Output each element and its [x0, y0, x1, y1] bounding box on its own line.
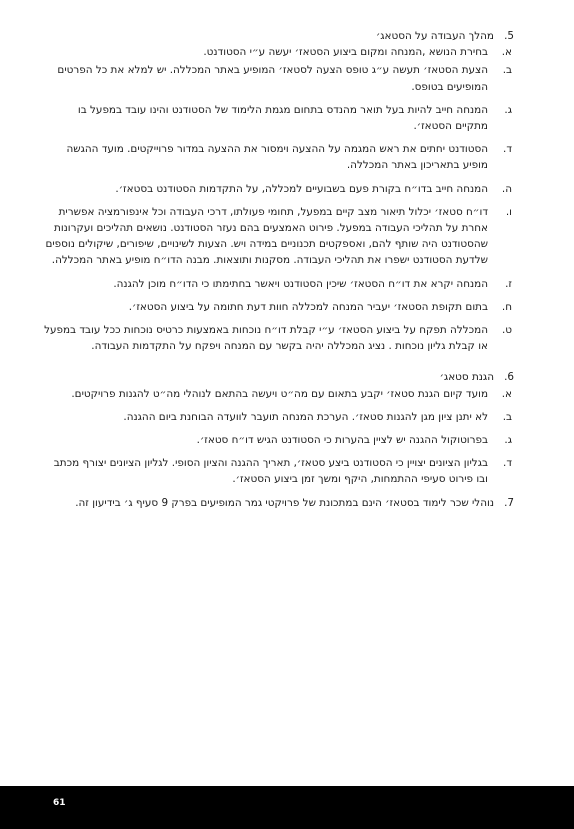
list-item: [44, 409, 514, 425]
list-item: [44, 102, 514, 134]
list-item-letter: ח.: [501, 300, 512, 313]
section-6-heading: [44, 369, 514, 385]
section-5: [44, 28, 514, 354]
section-6: [44, 369, 514, 487]
list-item-letter: ג.: [504, 434, 512, 447]
list-item-text: המכללה תפקח על ביצוע הסטאז׳ ע״י קבלת דו״ח נוכחות באמצעות כרטיס נוכחות ככל עובד במפעל או קבלת גליון נוכחות . נציג המכללה יהיה בקשר עם המנחה ויפקח על התקדמות העבודה.: [44, 324, 488, 353]
list-item-letter: ה.: [501, 182, 512, 195]
list-item: [44, 181, 514, 197]
list-item-letter: א.: [501, 387, 512, 400]
section-7: [44, 495, 514, 511]
list-item: [44, 204, 514, 269]
list-item-letter: ב.: [502, 410, 512, 423]
list-item-text: המנחה יקרא את דו״ח הסטאז׳ שיכין הסטודנט ויאשר בחתימתו כי הדו״ח מוכן להגנה.: [113, 277, 488, 290]
list-item: [44, 386, 514, 402]
section-7-number: 7.: [504, 496, 514, 509]
section-7-heading: [44, 495, 514, 511]
list-item: [44, 432, 514, 448]
section-5-title: מהלך העבודה על הסטאג׳: [375, 30, 494, 42]
list-item-text: מועד קיום הגנת סטאז׳ יקבע בתאום עם מה״ט ויעשה בהתאם לנוהלי מה״ט להגנות פרויקטים.: [71, 387, 488, 400]
list-item-text: לא יתנן ציון מגן להגנות סטאז׳. הערכת המנחה תועבר לוועדה הבוחנת ביום ההגנה.: [123, 410, 488, 423]
section-5-heading: [44, 28, 514, 44]
list-item-text: הסטודנט יחתים את ראש המגמה על ההצעה וימסור את ההצעה במדור פרוייקטים. מועד ההגשה מופיע בתאריכון באתר המכללה.: [66, 143, 488, 172]
document-body: [44, 28, 514, 511]
list-item-letter: ד.: [503, 457, 512, 470]
list-item-letter: ב.: [502, 64, 512, 77]
footer-bar: [0, 786, 574, 829]
list-item: [44, 299, 514, 315]
list-item-text: בחירת הנושא ,המנחה ומקום ביצוע הסטאז׳ יעשה ע״י הסטודנט.: [203, 46, 488, 59]
list-item: [44, 276, 514, 292]
section-6-title: הגנת סטאג׳: [439, 371, 494, 384]
list-item-letter: ו.: [505, 205, 512, 218]
list-item-text: הצעת הסטאז׳ תעשה ע״ג טופס הצעה לסטאז׳ המופיע באתר המכללה. יש למלא את כל הפרטים המופיעים בטופס.: [57, 64, 488, 93]
list-item-letter: ד.: [503, 143, 512, 156]
list-item-letter: ז.: [505, 277, 512, 290]
list-item-text: בגליון הציונים יצויין כי הסטודנט ביצע סטאז׳, תאריך ההגנה והציון הסופי. לגליון הציונים יצורף מכתב ובו פירוט סעיפי ההתמחות, היקף ומשך זמן ביצוע הסטאז׳.: [53, 457, 488, 486]
list-item: [44, 62, 514, 94]
list-item: [44, 455, 514, 487]
list-item-letter: ג.: [504, 103, 512, 116]
list-item: [44, 322, 514, 354]
list-item-text: בפרוטוקול ההגנה יש לציין בהערות כי הסטודנט הגיש דו״ח סטאז׳.: [196, 434, 488, 447]
section-6-number: 6.: [504, 371, 514, 384]
list-item-text: המנחה חייב בדו״ח בקורת פעם בשבועיים למכללה, על התקדמות הסטודנט בסטאז׳.: [115, 182, 488, 195]
section-5-number: 5.: [504, 30, 514, 42]
list-item-text: דו״ח סטאז׳ יכלול תיאור מצב קיים במפעל, תחומי פעולתו, דרכי העבודה וכל אינפורמציה אפשרית אחרת על תהליכי העבודה במפעל. פירוט האמצעים בהם נעזר הסטודנט. נושאים תהליכים ועקרונות שהסטודנט היה שותף להם, ואספקטים תכנוניים במידה ויש. הצעות לשינויים, שיפורים, שיקולים נוספים שלדעת הסטודנט ישפרו את תהליכי העבודה. מסקנות ותוצאות. מבנה הדו״ח מופיע באתר המכללה.: [45, 205, 488, 267]
list-item-text: בתום תקופת הסטאז׳ יעביר המנחה למכללה חוות דעת חתומה על ביצוע הסטאז׳.: [128, 300, 488, 313]
list-item-letter: א.: [501, 46, 512, 59]
list-item: [44, 141, 514, 173]
page-number: 61: [53, 798, 66, 808]
list-item-text: המנחה חייב להיות בעל תואר מהנדס בתחום מגמת הלימוד של הסטודנט והינו עובד במפעל בו מתקיים הסטאז׳.: [77, 103, 488, 133]
list-item: [44, 44, 514, 60]
section-spacer: [44, 361, 514, 369]
list-item-letter: ט.: [501, 324, 512, 337]
section-7-text: נוהלי שכר לימוד בסטאז׳ הינם במתכונת של פרויקטי גמר המופיעים בפרק 9 סעיף ג׳ בידיעון זה.: [75, 496, 494, 509]
